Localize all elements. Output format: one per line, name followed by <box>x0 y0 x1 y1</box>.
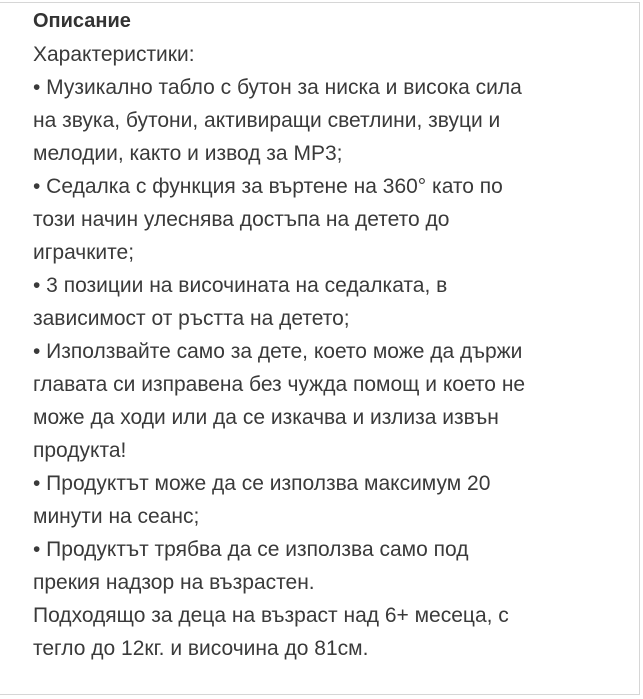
section-title: Описание <box>33 10 131 32</box>
text-line: • Използвайте само за дете, което може да държи <box>33 340 523 363</box>
text-line: • 3 позиции на височината на седалката, в <box>33 274 448 297</box>
text-line: • Музикално табло с бутон за ниска и висока сила <box>33 76 522 99</box>
text-line: играчките; <box>33 241 135 264</box>
text-line: зависимост от ръстта на детето; <box>33 307 350 330</box>
text-line: този начин улеснява достъпа на детето до <box>33 208 450 231</box>
text-line: главата си изправена без чужда помощ и което не <box>33 373 526 396</box>
text-line: мелодии, както и извод за MP3; <box>33 142 343 165</box>
text-line: • Продуктът трябва да се използва само под <box>33 538 469 561</box>
text-line: Подходящо за деца на възраст над 6+ месеца, с <box>33 604 509 627</box>
text-line: тегло до 12кг. и височина до 81см. <box>33 637 369 660</box>
text-line: може да ходи или да се изкачва и излиза извън <box>33 406 499 429</box>
text-line: • Продуктът може да се използва максимум 20 <box>33 472 491 495</box>
text-line: на звука, бутони, активиращи светлини, звуци и <box>33 109 501 132</box>
text-line: продукта! <box>33 439 127 462</box>
text-line: минути на сеанс; <box>33 505 200 528</box>
text-line: Характеристики: <box>33 43 195 66</box>
description-content <box>33 5 525 665</box>
text-line: прекия надзор на възрастен. <box>33 571 315 594</box>
text-line: • Седалка с функция за въртене на 360° като по <box>33 175 503 198</box>
